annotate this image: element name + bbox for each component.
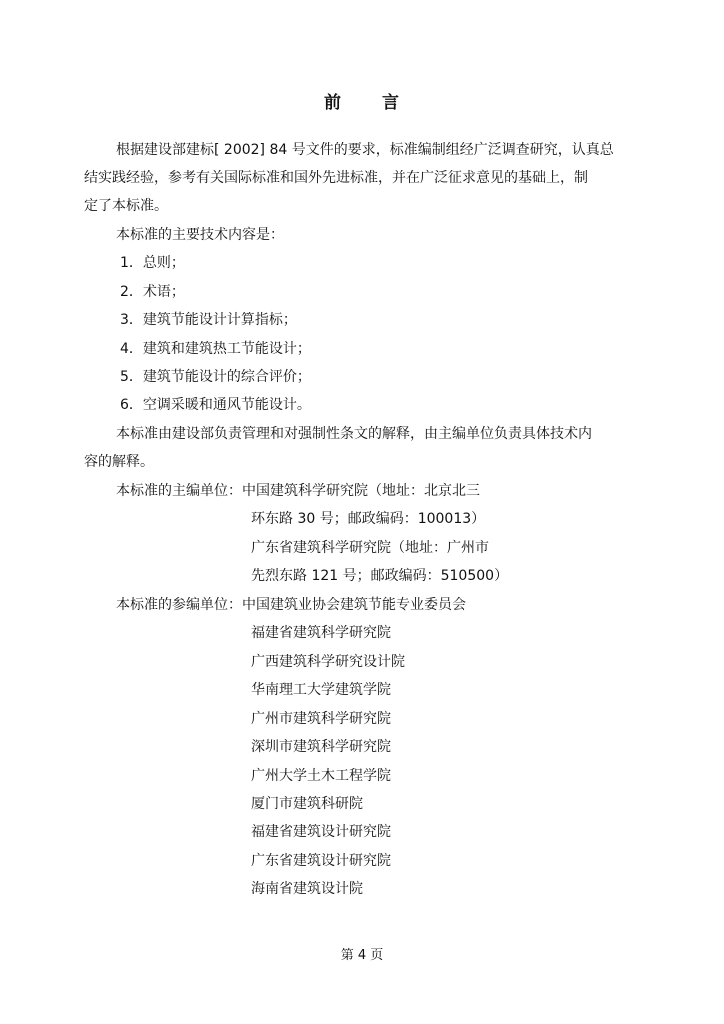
participating-unit: 福建省建筑设计研究院 <box>251 824 391 840</box>
contents-heading: 本标准的主要技术内容是： <box>116 227 284 243</box>
participating-unit: 福建省建筑科学研究院 <box>251 625 391 641</box>
chief-units-line: 广东省建筑科学研究院（地址：广州市 <box>251 540 489 556</box>
participating-unit: 广西建筑科学研究设计院 <box>251 654 405 670</box>
intro-line-1: 根据建设部建标[ 2002] 84 号文件的要求，标准编制组经广泛调查研究，认真总 <box>116 142 614 158</box>
chief-units-line: 环东路 30 号；邮政编码：100013） <box>251 511 486 527</box>
participating-unit: 广东省建筑设计研究院 <box>251 853 391 869</box>
management-line-2: 容的解释。 <box>84 454 154 470</box>
participating-unit: 广州大学土木工程学院 <box>251 768 391 784</box>
chief-units-line: 先烈东路 121 号；邮政编码：510500） <box>251 568 509 584</box>
participating-unit: 华南理工大学建筑学院 <box>251 682 391 698</box>
management-line-1: 本标准由建设部负责管理和对强制性条文的解释，由主编单位负责具体技术内 <box>116 426 592 442</box>
contents-item: 2．术语； <box>120 284 185 300</box>
intro-line-3: 定了本标准。 <box>84 198 168 214</box>
contents-item: 3．建筑节能设计计算指标； <box>120 312 297 328</box>
contents-item: 4．建筑和建筑热工节能设计； <box>120 341 311 357</box>
contents-item: 6．空调采暖和通风节能设计。 <box>120 397 311 413</box>
chief-units-line: 本标准的主编单位：中国建筑科学研究院（地址：北京北三 <box>116 483 480 499</box>
intro-line-2: 结实践经验，参考有关国际标准和国外先进标准，并在广泛征求意见的基础上，制 <box>84 170 588 186</box>
title-char-2: 言 <box>382 93 400 113</box>
page-title <box>0 88 724 113</box>
participating-unit: 厦门市建筑科研院 <box>251 796 363 812</box>
participating-units-line: 本标准的参编单位：中国建筑业协会建筑节能专业委员会 <box>116 597 466 613</box>
title-char-1: 前 <box>324 93 342 113</box>
participating-unit: 广州市建筑科学研究院 <box>251 711 391 727</box>
contents-item: 5．建筑节能设计的综合评价； <box>120 369 311 385</box>
participating-unit: 深圳市建筑科学研究院 <box>251 739 391 755</box>
page-number: 第 4 页 <box>340 948 384 963</box>
participating-unit: 海南省建筑设计院 <box>251 881 363 897</box>
contents-item: 1．总则； <box>120 255 185 271</box>
